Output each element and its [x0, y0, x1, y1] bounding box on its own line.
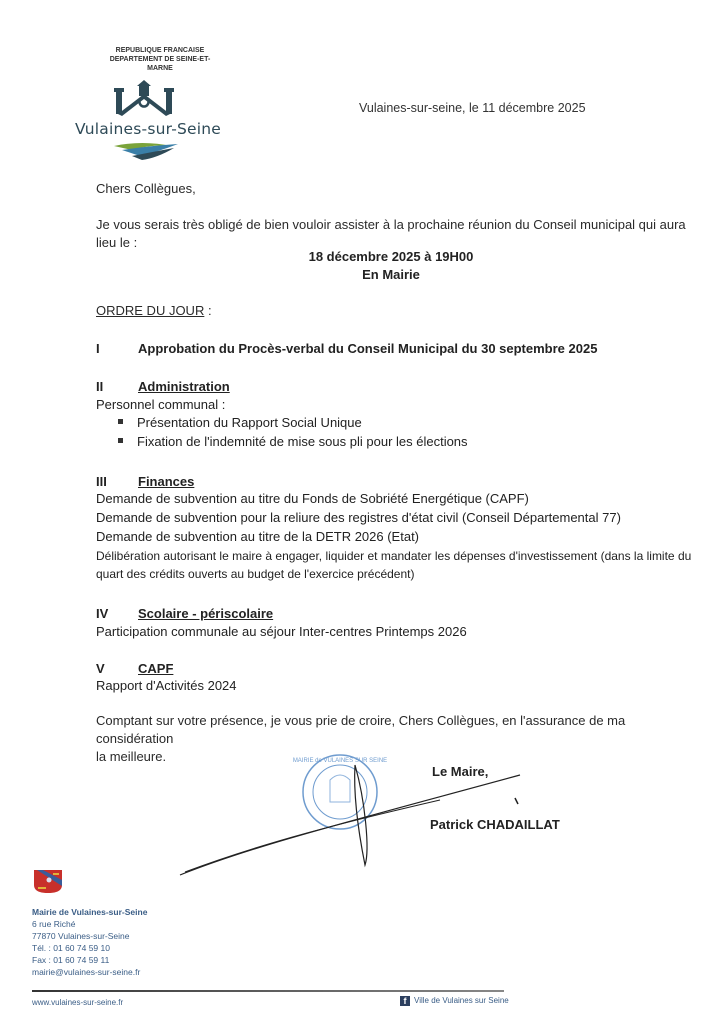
footer-city: 77870 Vulaines-sur-Seine — [32, 931, 130, 941]
footer-fax: Fax : 01 60 74 59 11 — [32, 955, 110, 965]
river-swoosh-icon — [112, 140, 182, 162]
list-item: Demande de subvention pour la reliure des registres d'état civil (Conseil Départemental 77) — [96, 510, 621, 525]
meeting-place: En Mairie — [362, 267, 420, 282]
section-number: II — [96, 379, 104, 394]
list-item-text: Présentation du Rapport Social Unique — [137, 415, 362, 430]
republic-line-2: DEPARTEMENT DE SEINE-ET- — [109, 56, 211, 63]
closing-paragraph — [96, 712, 706, 766]
greeting: Chers Collègues, — [96, 181, 196, 196]
list-item: Délibération autorisant le maire à engager, liquider et mandater les dépenses d'investissement (dans la limite du — [96, 549, 692, 563]
list-item-text: Fixation de l'indemnité de mise sous pli pour les élections — [137, 434, 468, 449]
agenda-label: ORDRE DU JOUR — [96, 303, 205, 318]
list-item: Participation communale au séjour Inter-centres Printemps 2026 — [96, 624, 467, 639]
section-title: CAPF — [138, 661, 174, 676]
section-number: I — [96, 341, 100, 356]
footer-website-link[interactable]: www.vulaines-sur-seine.fr — [32, 998, 124, 1007]
republic-line-3: MARNE — [147, 65, 173, 72]
footer-contact — [32, 906, 147, 978]
agenda-suffix: : — [204, 303, 212, 318]
agenda-heading — [96, 302, 212, 320]
section-title: Scolaire - périscolaire — [138, 606, 274, 621]
bullet-icon — [118, 438, 123, 443]
republic-header — [90, 46, 230, 73]
section-subtitle: Personnel communal : — [96, 397, 226, 412]
list-item: quart des crédits ouverts au budget de l'exercice précédent) — [96, 567, 415, 581]
list-item — [118, 434, 468, 449]
closing-line-2: la meilleure. — [96, 749, 167, 764]
section-title: Finances — [138, 474, 195, 489]
list-item: Demande de subvention au titre de la DETR 2026 (Etat) — [96, 529, 420, 544]
footer-facebook-link[interactable] — [400, 996, 509, 1006]
meeting-details — [96, 248, 686, 284]
section-title: Approbation du Procès-verbal du Conseil Municipal du 30 septembre 2025 — [138, 341, 598, 356]
list-item: Demande de subvention au titre du Fonds de Sobriété Energétique (CAPF) — [96, 491, 529, 506]
bullet-icon — [118, 419, 123, 424]
section-number: III — [96, 474, 107, 489]
town-name-logo: Vulaines-sur-Seine — [75, 120, 222, 138]
footer-org: Mairie de Vulaines-sur-Seine — [32, 907, 148, 917]
closing-line-1: Comptant sur votre présence, je vous prie de croire, Chers Collègues, en l'assurance de ma considération — [96, 713, 626, 746]
intro-paragraph: Je vous serais très obligé de bien vouloir assister à la prochaine réunion du Conseil municipal qui aura lieu le : — [96, 217, 686, 250]
republic-line-1: REPUBLIQUE FRANCAISE — [115, 47, 205, 54]
list-item: Rapport d'Activités 2024 — [96, 678, 237, 693]
section-number: IV — [96, 606, 109, 621]
facebook-icon: f — [400, 996, 410, 1006]
footer-street: 6 rue Riché — [32, 919, 76, 929]
section-number: V — [96, 661, 105, 676]
meeting-date: 18 décembre 2025 à 19H00 — [308, 249, 474, 264]
footer-divider — [32, 990, 504, 992]
signatory-name: Patrick CHADAILLAT — [430, 817, 560, 832]
list-item — [118, 415, 362, 430]
section-title: Administration — [138, 379, 230, 394]
footer-tel: Tél. : 01 60 74 59 10 — [32, 943, 110, 953]
facebook-label: Ville de Vulaines sur Seine — [414, 996, 509, 1006]
letter-date: Vulaines-sur-seine, le 11 décembre 2025 — [359, 101, 586, 115]
stamp-text: MAIRIE de VULAINES SUR SEINE — [292, 758, 388, 764]
footer-email[interactable]: mairie@vulaines-sur-seine.fr — [32, 967, 141, 977]
signatory-title: Le Maire, — [432, 764, 489, 779]
town-crest-icon — [33, 869, 63, 894]
town-hall-logo-icon — [112, 80, 176, 118]
